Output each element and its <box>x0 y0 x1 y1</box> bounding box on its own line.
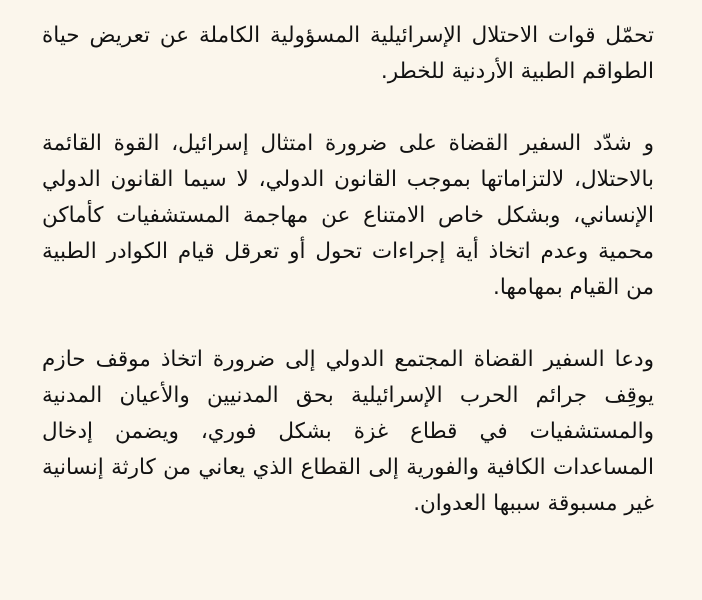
article-body <box>42 18 654 522</box>
paragraph-international-law: و شدّد السفير القضاة على ضرورة امتثال إسرائيل، القوة القائمة بالاحتلال، لالتزاماتها بموجب القانون الدولي، لا سيما القانون الدولي الإنساني، وبشكل خاص الامتناع عن مهاجمة المستشفيات كأماكن محمية وعدم اتخاذ أية إجراءات تحول أو تعرقل قيام الكوادر الطبية من القيام بمهامها. <box>42 131 654 300</box>
paragraph-spacer <box>42 306 654 342</box>
paragraph-call-to-action: ودعا السفير القضاة المجتمع الدولي إلى ضرورة اتخاذ موقف حازم يوقِف جرائم الحرب الإسرائيلية بحق المدنيين والأعيان المدنية والمستشفيات في قطاع غزة بشكل فوري، ويضمن إدخال المساعدات الكافية والفورية إلى القطاع الذي يعاني من كارثة إنسانية غير مسبوقة سببها العدوان. <box>42 347 654 516</box>
paragraph-responsibility: تحمّل قوات الاحتلال الإسرائيلية المسؤولية الكاملة عن تعريض حياة الطواقم الطبية الأردنية للخطر. <box>42 23 654 84</box>
paragraph-spacer <box>42 90 654 126</box>
